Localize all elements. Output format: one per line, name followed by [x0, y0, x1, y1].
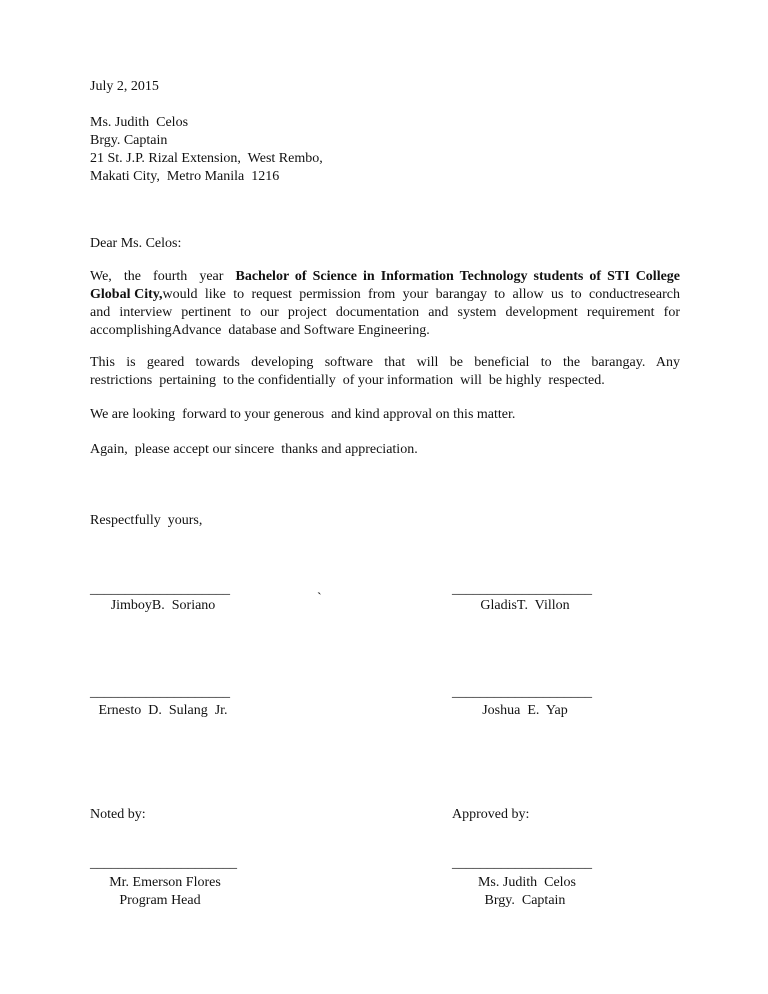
- paragraph-line: [90, 268, 680, 286]
- paragraph-text: would like to request permission from your barangay to allow us to conductresearch: [162, 287, 680, 302]
- signature-line: ____________________: [452, 685, 592, 700]
- signatory-name: JimboyB. Soriano: [110, 598, 216, 613]
- recipient-address-line-2: Makati City, Metro Manila 1216: [90, 169, 280, 184]
- stray-mark: `: [317, 591, 322, 606]
- paragraph-line: and interview pertinent to our project documentation and system development requirement for: [90, 305, 680, 320]
- signature-line: ____________________: [90, 582, 230, 597]
- paragraph-line: [90, 286, 680, 304]
- school-name-bold: Global City,: [90, 287, 163, 302]
- paragraph-line: This is geared towards developing software that will be beneficial to the barangay. Any: [90, 355, 680, 370]
- approved-by-role: Brgy. Captain: [484, 893, 566, 908]
- body-paragraph-3: We are looking forward to your generous and kind approval on this matter.: [90, 407, 516, 422]
- noted-by-role: Program Head: [119, 893, 201, 908]
- signature-line: ____________________: [452, 582, 592, 597]
- signature-line: _____________________: [90, 856, 237, 871]
- signatory-name: Joshua E. Yap: [482, 703, 568, 718]
- program-name-bold: Bachelor of Science in Information Technology students of STI College: [235, 269, 681, 284]
- closing: Respectfully yours,: [90, 513, 203, 528]
- approved-by-name: Ms. Judith Celos: [477, 875, 576, 890]
- body-paragraph-1: [90, 268, 680, 340]
- paragraph-line: accomplishingAdvance database and Software Engineering.: [90, 323, 430, 338]
- signature-line: ____________________: [452, 856, 592, 871]
- noted-by-label: Noted by:: [90, 807, 146, 822]
- signatory-name: GladisT. Villon: [480, 598, 570, 613]
- letter-date: July 2, 2015: [90, 79, 159, 94]
- noted-by-name: Mr. Emerson Flores: [109, 875, 221, 890]
- signatory-name: Ernesto D. Sulang Jr.: [98, 703, 228, 718]
- paragraph-line: restrictions pertaining to the confidentially of your information will be highly respected.: [90, 373, 605, 388]
- recipient-name: Ms. Judith Celos: [90, 115, 189, 130]
- recipient-block: [90, 114, 323, 186]
- body-paragraph-2: [90, 354, 680, 390]
- recipient-address-line-1: 21 St. J.P. Rizal Extension, West Rembo,: [90, 151, 323, 166]
- recipient-title: Brgy. Captain: [90, 133, 168, 148]
- body-paragraph-4: Again, please accept our sincere thanks and appreciation.: [90, 442, 418, 457]
- signature-line: ____________________: [90, 685, 230, 700]
- paragraph-text: We, the fourth year: [90, 269, 236, 284]
- salutation: Dear Ms. Celos:: [90, 236, 182, 251]
- approved-by-label: Approved by:: [452, 807, 530, 822]
